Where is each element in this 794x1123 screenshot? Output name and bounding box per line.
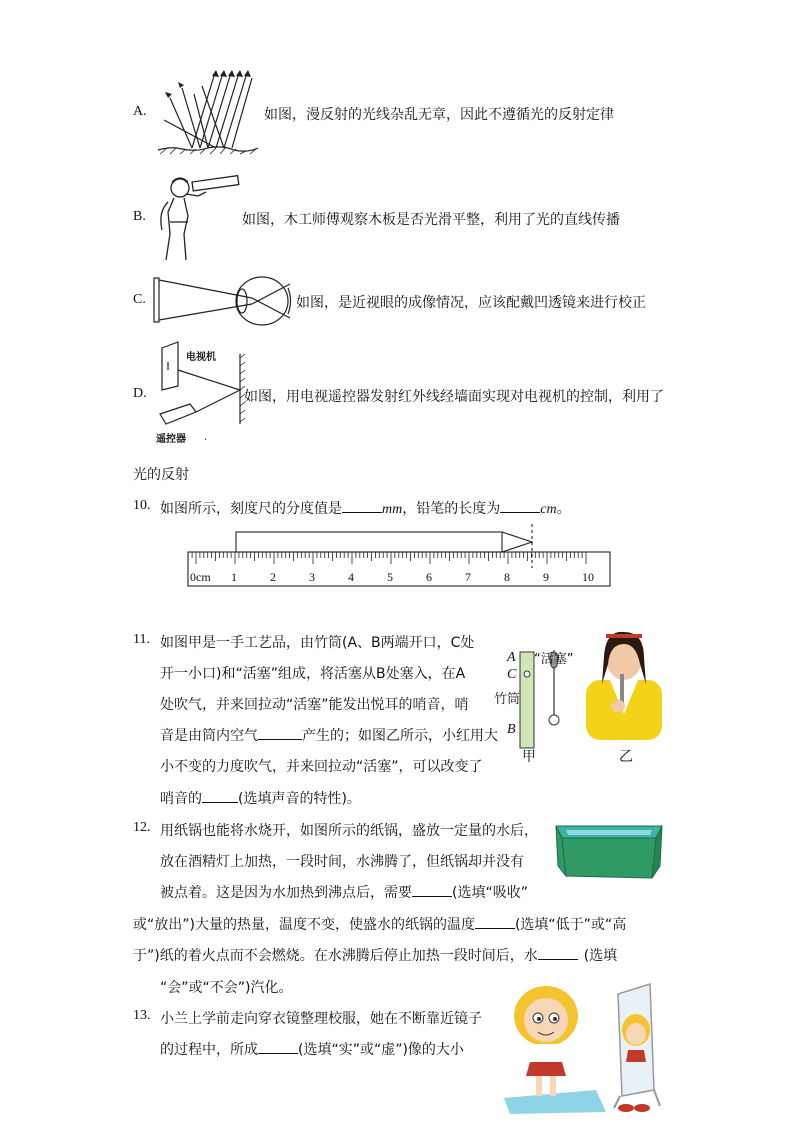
q12-line-3: 被点着。这是因为水加热到沸点后，需要 (选填“吸收” — [160, 882, 528, 902]
ruler-tick-label: 9 — [543, 570, 549, 584]
option-a-text: 如图，漫反射的光线杂乱无章，因此不遵循光的反射定律 — [264, 107, 614, 123]
tv-label: 电视机 — [186, 352, 216, 363]
ruler-tick-label: 4 — [348, 570, 354, 584]
q13-line-2: 的过程中，所成 (选填“实”或“虚”)像的大小 — [160, 1039, 464, 1059]
figure-dot: . — [204, 432, 208, 443]
girl-mirror-figure — [500, 980, 666, 1116]
q12-blank-1[interactable] — [412, 882, 452, 897]
q12-line-1: 用纸锅也能将水烧开，如图所示的纸锅，盛放一定量的水后， — [160, 823, 538, 839]
ruler-tick-labels — [190, 570, 594, 584]
q11-line-5: 小不变的力度吹气，并来回拉动“活塞”，可以改变了 — [160, 759, 483, 775]
ruler-tick-label: 7 — [465, 570, 471, 584]
q10-blank-1[interactable] — [342, 498, 382, 513]
q12-line-6: “会”或“不会”)汽化。 — [160, 980, 293, 996]
ruler-ticks — [192, 552, 586, 564]
option-c-text: 如图，是近视眼的成像情况，应该配戴凹透镜来进行校正 — [296, 295, 646, 311]
q10-number: 10. — [133, 498, 151, 513]
q10-blank-2[interactable] — [500, 498, 540, 513]
myopia-eye-figure — [150, 274, 298, 328]
paper-pot-figure — [552, 818, 666, 882]
q12-number: 12. — [133, 820, 151, 835]
remote-label: 遥控器 — [156, 434, 186, 445]
piston-label: “活塞” — [534, 652, 574, 667]
ruler-figure — [186, 524, 612, 590]
q11-number: 11. — [133, 632, 150, 647]
ruler-tick-label: 6 — [426, 570, 432, 584]
q10-text: 如图所示，刻度尺的分度值是 mm，铅笔的长度为 cm。 — [160, 498, 571, 518]
ruler-tick-label: 5 — [387, 570, 393, 584]
q13-blank-1[interactable] — [258, 1039, 298, 1054]
ruler-tick-label: 3 — [309, 570, 315, 584]
tube-label-bamboo: 竹筒 — [494, 692, 521, 707]
ruler-tick-label: 2 — [270, 570, 276, 584]
q11-line-2: 开一小口)和“活塞”组成，将活塞从B处塞入，在A — [160, 666, 466, 682]
q12-blank-3[interactable] — [538, 945, 578, 960]
q11-line-6: 哨音的 (选填声音的特性)。 — [160, 788, 361, 808]
tube-label-c: C — [507, 667, 517, 682]
diffuse-reflection-figure — [152, 68, 262, 156]
q11-blank-1[interactable] — [258, 725, 302, 740]
q11-line-1: 如图甲是一手工艺品，由竹筒(A、B两端开口，C处 — [160, 635, 475, 651]
q11-blank-2[interactable] — [202, 788, 238, 803]
tube-label-a: A — [507, 650, 516, 665]
option-b-text: 如图，木工师傅观察木板是否光滑平整，利用了光的直线传播 — [242, 212, 620, 228]
ruler-tick-label: 0cm — [190, 570, 211, 584]
q11-line-4: 音是由筒内空气 产生的；如图乙所示，小红用大 — [160, 725, 498, 745]
option-b-letter: B. — [133, 209, 146, 224]
figure-jia-label: 甲 — [522, 749, 536, 765]
option-c-letter: C. — [133, 292, 146, 307]
q12-blank-2[interactable] — [475, 914, 515, 929]
ruler-tick-label: 1 — [231, 570, 237, 584]
option-a-letter: A. — [133, 104, 147, 119]
option-d-text-cont: 光的反射 — [133, 467, 189, 483]
option-d-text: 如图，用电视遥控器发射红外线经墙面实现对电视机的控制，利用了 — [244, 389, 664, 405]
option-d-letter: D. — [133, 386, 147, 401]
q13-line-1: 小兰上学前走向穿衣镜整理校服，她在不断靠近镜子 — [160, 1011, 482, 1027]
q13-number: 13. — [133, 1008, 151, 1023]
q12-line-5: 于”)纸的着火点而不会燃烧。在水沸腾后停止加热一段时间后，水 (选填 — [133, 945, 617, 965]
q11-line-3: 处吹气，并来回拉动“活塞”能发出悦耳的哨音，哨 — [160, 697, 469, 713]
q12-line-4: 或“放出”)大量的热量，温度不变，使盛水的纸锅的温度 (选填“低于”或“高 — [133, 914, 626, 934]
q12-line-2: 放在酒精灯上加热，一段时间，水沸腾了，但纸锅却并没有 — [160, 854, 524, 870]
ruler-tick-label: 10 — [582, 570, 594, 584]
figure-yi-label: 乙 — [619, 749, 633, 765]
tube-label-b: B — [507, 722, 516, 737]
ruler-tick-label: 8 — [504, 570, 510, 584]
girl-playing-whistle-figure — [586, 624, 662, 740]
carpenter-figure — [152, 172, 242, 262]
